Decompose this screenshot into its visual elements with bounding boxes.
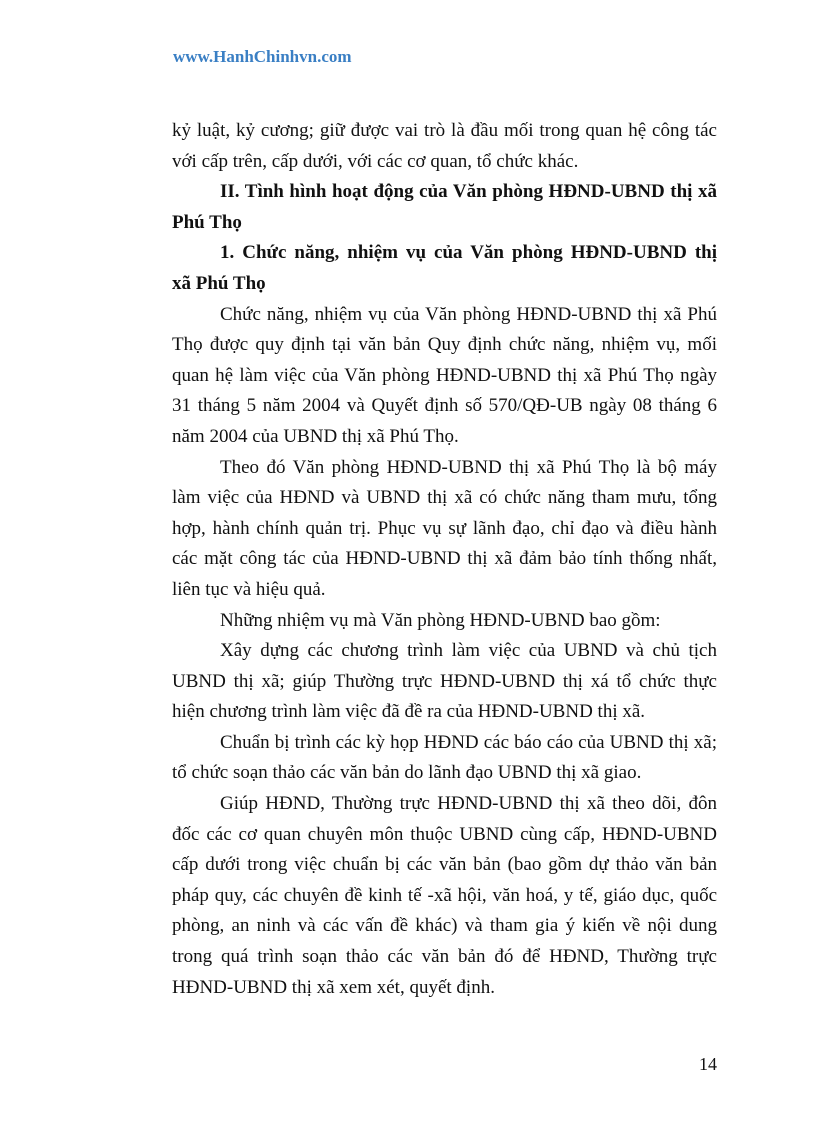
body-line: 31 tháng 5 năm 2004 và Quyết định số 570/QĐ-UB ngày 08 tháng 6 [172, 395, 717, 417]
body-line: Chuẩn bị trình các kỳ họp HĐND các báo cáo của UBND thị xã; [220, 731, 717, 753]
body-line: Thọ được quy định tại văn bản Quy định chức năng, nhiệm vụ, mối [172, 334, 717, 356]
body-line: làm việc của HĐND và UBND thị xã có chức năng tham mưu, tổng [172, 487, 717, 509]
body-line: hiện chương trình làm việc đã đề ra của HĐND-UBND thị xã. [172, 701, 646, 723]
section-heading-line: II. Tình hình hoạt động của Văn phòng HĐND-UBND thị xã [220, 181, 717, 203]
subsection-heading-line: xã Phú Thọ [172, 272, 266, 294]
document-body [172, 116, 717, 1003]
body-line: trong quá trình soạn thảo các văn bản đó để HĐND, Thường trực [172, 946, 717, 968]
body-line: liên tục và hiệu quả. [172, 578, 326, 600]
body-line: đốc các cơ quan chuyên môn thuộc UBND cùng cấp, HĐND-UBND [172, 823, 717, 845]
section-heading-line: Phú Thọ [172, 211, 242, 233]
body-line: cấp dưới trong việc chuẩn bị các văn bản (bao gồm dự thảo văn bản [172, 854, 717, 876]
body-line: tổ chức soạn thảo các văn bản do lãnh đạo UBND thị xã giao. [172, 762, 642, 784]
body-line: năm 2004 của UBND thị xã Phú Thọ. [172, 425, 459, 447]
body-line: Theo đó Văn phòng HĐND-UBND thị xã Phú Thọ là bộ máy [220, 456, 717, 478]
body-line: pháp quy, các chuyên đề kinh tế -xã hội, văn hoá, y tế, giáo dục, quốc [172, 884, 717, 906]
body-line: quan hệ làm việc của Văn phòng HĐND-UBND thị xã Phú Thọ ngày [172, 364, 717, 386]
body-line: Xây dựng các chương trình làm việc của UBND và chủ tịch [220, 640, 717, 662]
body-line: UBND thị xã; giúp Thường trực HĐND-UBND thị xá tổ chức thực [172, 670, 717, 692]
body-line: kỷ luật, kỷ cương; giữ được vai trò là đầu mối trong quan hệ công tác [172, 120, 717, 141]
body-line: hợp, hành chính quản trị. Phục vụ sự lãnh đạo, chỉ đạo và điều hành [172, 517, 717, 539]
body-line: HĐND-UBND thị xã xem xét, quyết định. [172, 976, 495, 998]
body-line: Giúp HĐND, Thường trực HĐND-UBND thị xã theo dõi, đôn [220, 793, 717, 815]
subsection-heading-line: 1. Chức năng, nhiệm vụ của Văn phòng HĐND-UBND thị [220, 242, 717, 264]
body-line: Những nhiệm vụ mà Văn phòng HĐND-UBND bao gồm: [220, 609, 661, 631]
page-number: 14 [699, 1054, 717, 1074]
body-line: với cấp trên, cấp dưới, với các cơ quan, tổ chức khác. [172, 150, 579, 172]
body-line: Chức năng, nhiệm vụ của Văn phòng HĐND-UBND thị xã Phú [220, 303, 717, 325]
body-line: các mặt công tác của HĐND-UBND thị xã đảm bảo tính thống nhất, [172, 548, 717, 570]
body-line: phòng, an ninh và các vấn đề khác) và tham gia ý kiến về nội dung [172, 915, 717, 937]
header-website-link[interactable]: www.HanhChinhvn.com [173, 47, 352, 66]
